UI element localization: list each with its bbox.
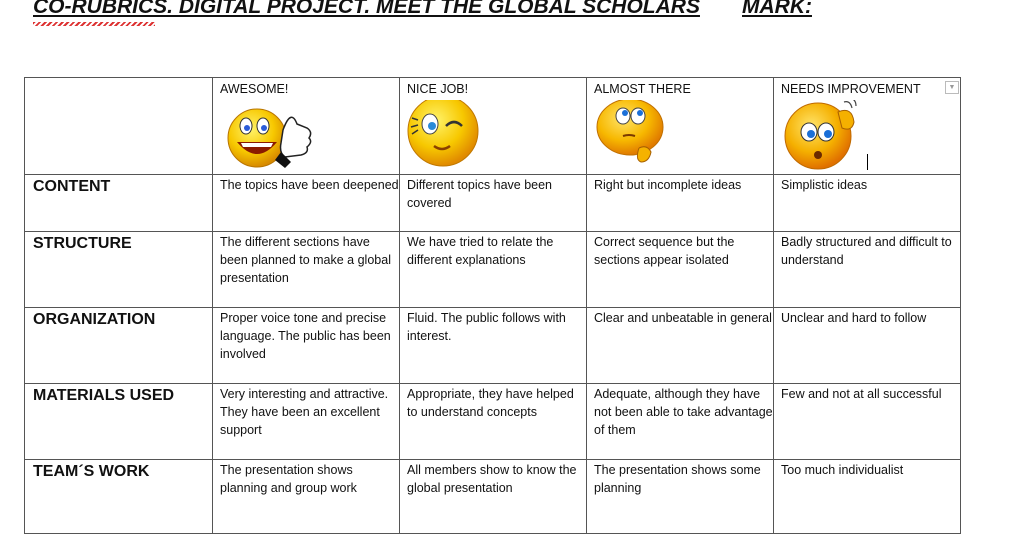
rubric-cell[interactable] xyxy=(587,460,774,534)
level-label: AWESOME! xyxy=(220,82,289,96)
rubric-cell[interactable] xyxy=(400,175,587,232)
cell-text: Few and not at all successful xyxy=(781,387,942,401)
cell-text: Right but incomplete ideas xyxy=(594,178,742,192)
cell-text: Proper voice tone and precise language. The public has been involved xyxy=(220,311,391,361)
rubric-cell[interactable] xyxy=(213,384,400,460)
level-label: ALMOST THERE xyxy=(594,82,691,96)
rubric-cell[interactable] xyxy=(400,384,587,460)
mark-label: MARK: xyxy=(742,0,812,18)
smiley-thinking-icon xyxy=(587,100,773,172)
rubric-cell[interactable] xyxy=(774,308,961,384)
rubric-cell[interactable] xyxy=(774,232,961,308)
cell-text: Simplistic ideas xyxy=(781,178,868,192)
cell-text: Adequate, although they have not been able to take advantage of them xyxy=(594,387,773,437)
rubric-cell[interactable] xyxy=(400,460,587,534)
criterion-row-content xyxy=(25,175,961,232)
cell-text: All members show to know the global presentation xyxy=(407,463,577,495)
spellcheck-underline xyxy=(33,22,155,26)
smiley-thumbs-up-icon xyxy=(213,100,399,172)
cell-text: Appropriate, they have helped to understand concepts xyxy=(407,387,574,419)
level-label: NEEDS IMPROVEMENT xyxy=(781,82,921,96)
rubric-table xyxy=(24,77,961,534)
rubric-cell[interactable] xyxy=(587,232,774,308)
cell-text: Badly structured and difficult to understand xyxy=(781,235,952,267)
rubric-cell[interactable] xyxy=(774,384,961,460)
empty-corner-cell[interactable] xyxy=(25,78,213,175)
cell-text: Unclear and hard to follow xyxy=(781,311,927,325)
criterion-row-organization xyxy=(25,308,961,384)
rubric-cell[interactable] xyxy=(213,232,400,308)
cell-text: Fluid. The public follows with interest. xyxy=(407,311,566,343)
cell-text: The topics have been deepened xyxy=(220,178,399,192)
rubric-cell[interactable] xyxy=(213,308,400,384)
level-header-almost-there[interactable] xyxy=(587,78,774,175)
criterion-row-structure xyxy=(25,232,961,308)
rubric-cell[interactable] xyxy=(400,232,587,308)
rubric-cell[interactable] xyxy=(587,308,774,384)
cell-text: Too much individualist xyxy=(781,463,904,477)
rubric-cell[interactable] xyxy=(213,175,400,232)
criterion-label[interactable]: ORGANIZATION xyxy=(25,308,213,384)
smiley-wink-icon xyxy=(400,100,586,172)
cell-text: Clear and unbeatable in general xyxy=(594,311,772,325)
level-label: NICE JOB! xyxy=(407,82,469,96)
cell-text: We have tried to relate the different explanations xyxy=(407,235,554,267)
level-header-nice-job[interactable] xyxy=(400,78,587,175)
rubric-cell[interactable] xyxy=(213,460,400,534)
cell-text: The presentation shows some planning xyxy=(594,463,761,495)
rubric-cell[interactable] xyxy=(587,384,774,460)
cell-text: Correct sequence but the sections appear isolated xyxy=(594,235,735,267)
rubric-cell[interactable] xyxy=(774,460,961,534)
cell-text: Very interesting and attractive. They have been an excellent support xyxy=(220,387,389,437)
rubric-cell[interactable] xyxy=(587,175,774,232)
criterion-row-materials-used xyxy=(25,384,961,460)
rubric-cell[interactable] xyxy=(400,308,587,384)
cell-text: The different sections have been planned to make a global presentation xyxy=(220,235,391,285)
rubric-cell[interactable] xyxy=(774,175,961,232)
level-header-awesome[interactable] xyxy=(213,78,400,175)
title-text: CO-RUBRICS. DIGITAL PROJECT. MEET THE GLOBAL SCHOLARS xyxy=(33,0,700,18)
criterion-label[interactable]: STRUCTURE xyxy=(25,232,213,308)
criterion-row-teams-work xyxy=(25,460,961,534)
dropdown-arrow-icon[interactable]: ▼ xyxy=(945,81,959,94)
document-title xyxy=(33,0,700,19)
criterion-label[interactable]: TEAM´S WORK xyxy=(25,460,213,534)
text-cursor xyxy=(867,154,868,170)
header-row xyxy=(25,78,961,175)
cell-text: Different topics have been covered xyxy=(407,178,553,210)
cell-text: The presentation shows planning and group work xyxy=(220,463,357,495)
criterion-label[interactable]: MATERIALS USED xyxy=(25,384,213,460)
criterion-label[interactable]: CONTENT xyxy=(25,175,213,232)
